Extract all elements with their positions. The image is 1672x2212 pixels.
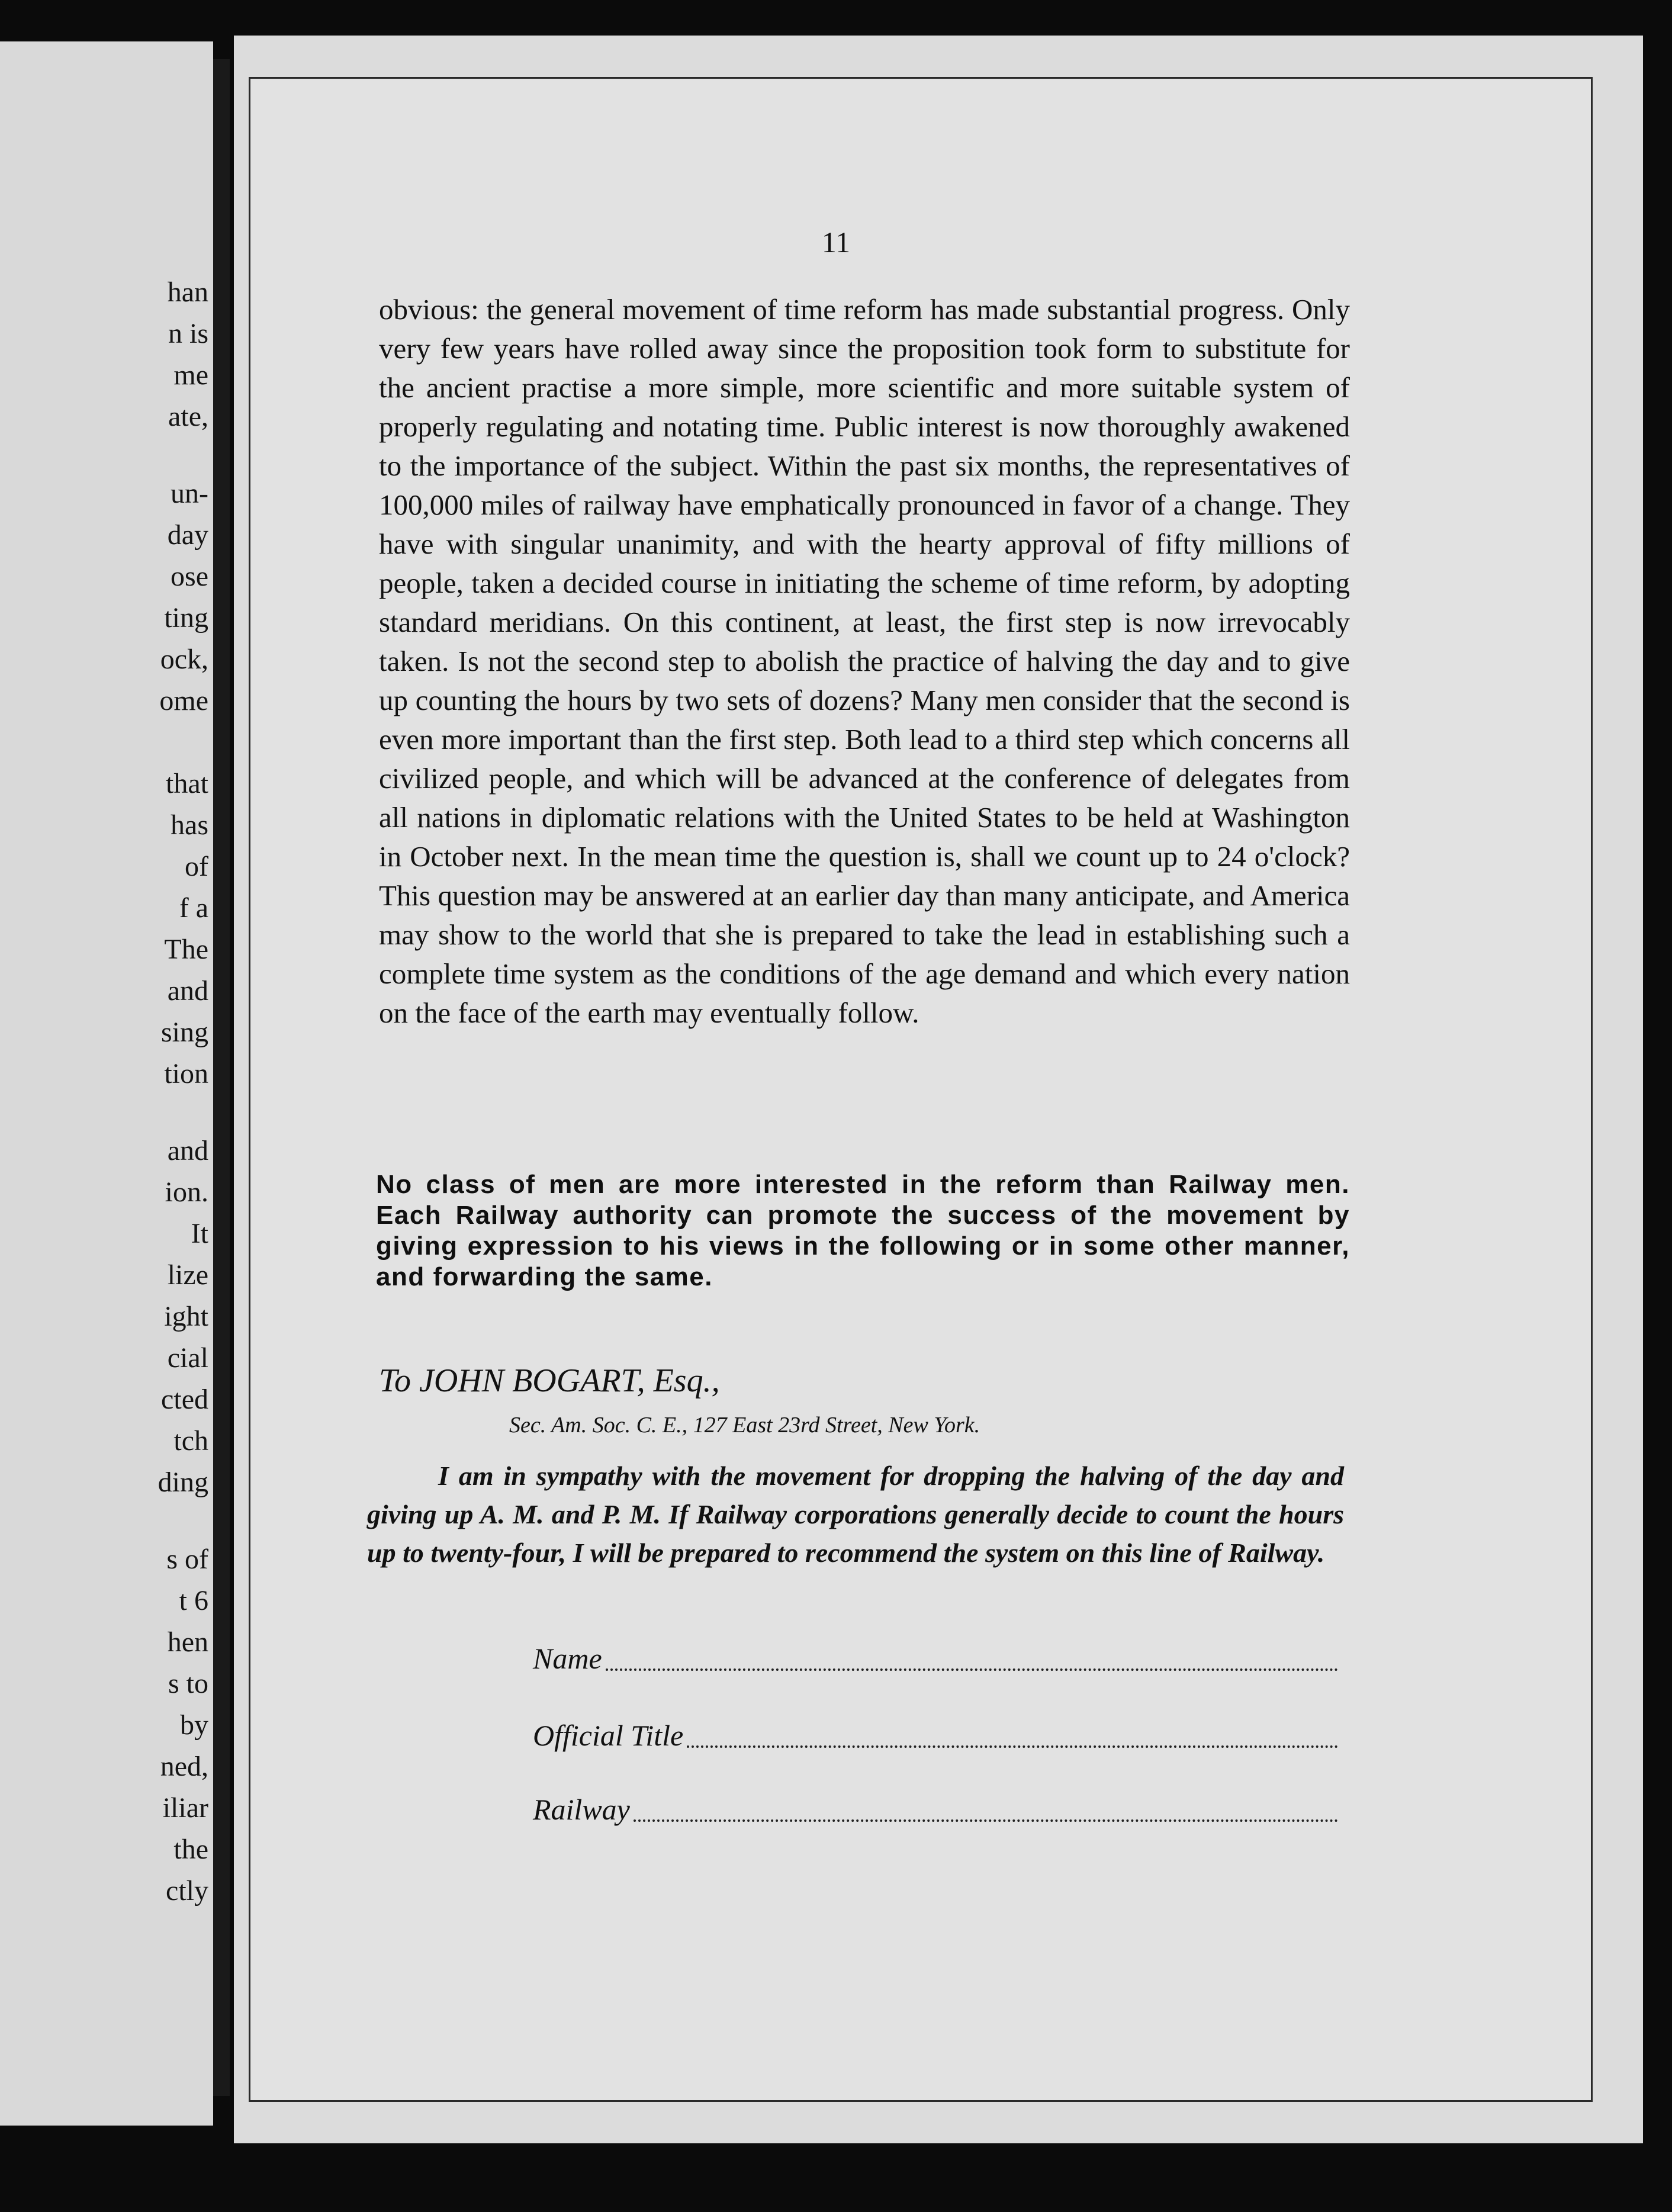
address-line: Sec. Am. Soc. C. E., 127 East 23rd Street, New York. bbox=[509, 1413, 980, 1438]
left-fragment-line: sing bbox=[160, 1017, 208, 1048]
railway-notice: No class of men are more interested in the reform than Railway men. Each Railway authority can promote the success of the movement by giving expression to his views in the following or in some other manner, and forwarding the same. bbox=[376, 1170, 1350, 1291]
official-title-label: Official Title bbox=[533, 1719, 684, 1752]
left-fragment-line: s to bbox=[168, 1668, 208, 1699]
left-page-fragment bbox=[0, 41, 213, 2126]
left-fragment-line: has bbox=[171, 809, 208, 841]
left-fragment-line: and bbox=[167, 1135, 208, 1166]
left-fragment-line: cted bbox=[161, 1384, 208, 1415]
left-fragment-line: han bbox=[167, 276, 208, 308]
left-fragment-line: cial bbox=[167, 1342, 208, 1374]
left-fragment-line: the bbox=[173, 1834, 208, 1865]
left-fragment-line: t 6 bbox=[179, 1585, 208, 1616]
left-fragment-line: s of bbox=[166, 1544, 208, 1575]
left-fragment-line: lize bbox=[167, 1259, 208, 1291]
left-fragment-line: f a bbox=[179, 892, 208, 924]
left-fragment-line: day bbox=[167, 519, 208, 551]
name-label: Name bbox=[533, 1642, 602, 1675]
name-field[interactable] bbox=[533, 1640, 1338, 1676]
left-fragment-line: tch bbox=[173, 1425, 208, 1457]
railway-field[interactable] bbox=[533, 1791, 1338, 1827]
railway-fill-line[interactable] bbox=[634, 1819, 1338, 1822]
official-title-field[interactable] bbox=[533, 1717, 1338, 1753]
left-fragment-line: ome bbox=[159, 685, 208, 716]
left-fragment-line: ion. bbox=[165, 1176, 208, 1208]
name-fill-line[interactable] bbox=[606, 1668, 1338, 1671]
official-title-fill-line[interactable] bbox=[687, 1745, 1338, 1748]
left-fragment-line: ock, bbox=[160, 644, 208, 675]
railway-label: Railway bbox=[533, 1793, 630, 1826]
left-fragment-line: The bbox=[164, 934, 208, 965]
left-fragment-line: It bbox=[191, 1218, 208, 1249]
left-fragment-line: un- bbox=[171, 478, 208, 509]
left-fragment-line: and bbox=[167, 975, 208, 1007]
left-fragment-line: n is bbox=[168, 318, 208, 349]
body-paragraph: obvious: the general movement of time reform has made substantial progress. Only very few years have rolled away since the proposition took form to substitute for the ancient practise a more simple, more scientific and more suitable system of properly regulating and notating time. Public interest is now thoroughly awakened to the importance of the subject. Within the past six months, the representatives of 100,000 miles of railway have emphatically pronounced in favor of a change. They have with singular unanimity, and with the hearty approval of fifty millions of people, taken a decided course in initiating the scheme of time reform, by adopting standard meridians. On this continent, at least, the first step is now irrevocably taken. Is not the second step to abolish the practice of halving the day and to give up counting the hours by two sets of dozens? Many men consider that the second is even more important than the first step. Both lead to a third step which concerns all civilized people, and which will be advanced at the conference of delegates from all nations in diplomatic relations with the United States to be held at Washington in October next. In the mean time the question is, shall we count up to 24 o'clock? This question may be answered at an earlier day than many anticipate, and America may show to the world that she is prepared to take the lead in establishing such a complete time system as the conditions of the age demand and which every nation on the face of the earth may eventually follow. bbox=[379, 293, 1350, 1029]
left-fragment-line: ned, bbox=[160, 1751, 208, 1782]
page-number: 11 bbox=[821, 226, 851, 259]
left-page-text-fragments bbox=[90, 41, 208, 2126]
left-fragment-line: ding bbox=[157, 1467, 208, 1498]
left-fragment-line: ate, bbox=[168, 401, 208, 432]
left-fragment-line: iliar bbox=[162, 1792, 208, 1824]
left-fragment-line: me bbox=[173, 359, 208, 391]
book-spine bbox=[213, 59, 230, 2096]
left-fragment-line: tion bbox=[164, 1058, 208, 1089]
addressee: To JOHN BOGART, Esq., bbox=[379, 1362, 720, 1399]
left-fragment-line: ight bbox=[164, 1301, 208, 1332]
left-fragment-line: by bbox=[180, 1709, 208, 1741]
left-fragment-line: ting bbox=[164, 602, 208, 634]
left-fragment-line: ose bbox=[171, 561, 208, 592]
left-fragment-line: ctly bbox=[166, 1875, 208, 1906]
sympathy-statement: I am in sympathy with the movement for dropping the halving of the day and giving up A. M. and P. M. If Railway corporations generally decide to count the hours up to twenty-four, I will be prepared to recommend the system on this line of Railway. bbox=[367, 1461, 1344, 1568]
left-fragment-line: of bbox=[185, 851, 208, 882]
left-fragment-line: hen bbox=[167, 1626, 208, 1658]
left-fragment-line: that bbox=[166, 768, 208, 799]
